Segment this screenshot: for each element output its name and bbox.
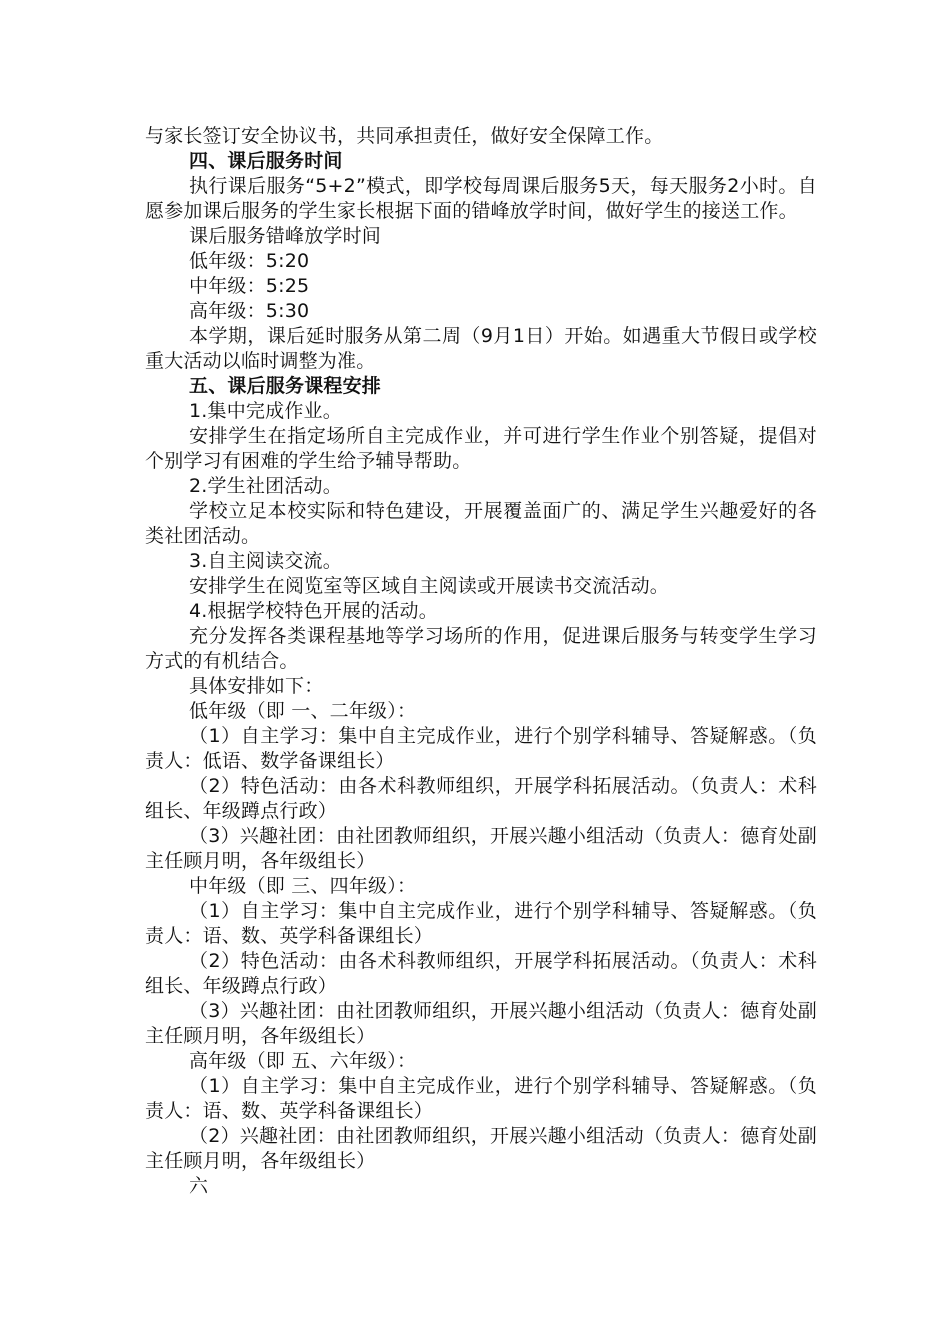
body-paragraph: 中年级：5:25 [189, 275, 310, 297]
body-paragraph: 4.根据学校特色开展的活动。 [189, 600, 438, 622]
body-paragraph: 低年级：5:20 [189, 250, 310, 272]
body-paragraph: 课后服务错峰放学时间 [189, 225, 382, 247]
body-paragraph: 高年级：5:30 [189, 300, 310, 322]
body-paragraph: （2）兴趣社团：由社团教师组织，开展兴趣小组活动（负责人：德育处副主任顾月明，各年级组长） [145, 1125, 817, 1172]
document-page [145, 124, 817, 1199]
body-paragraph: 1.集中完成作业。 [189, 400, 342, 422]
section-heading: 五、课后服务课程安排 [189, 375, 382, 397]
body-paragraph: （1）自主学习：集中自主完成作业，进行个别学科辅导、答疑解惑。（负责人：语、数、英学科备课组长） [145, 1075, 817, 1122]
body-paragraph: 与家长签订安全协议书，共同承担责任，做好安全保障工作。 [145, 125, 664, 147]
body-paragraph: （2）特色活动：由各术科教师组织，开展学科拓展活动。（负责人：术科组长、年级蹲点行政） [145, 775, 817, 822]
body-paragraph: 学校立足本校实际和特色建设，开展覆盖面广的、满足学生兴趣爱好的各类社团活动。 [145, 500, 817, 547]
body-paragraph: （3）兴趣社团：由社团教师组织，开展兴趣小组活动（负责人：德育处副主任顾月明，各年级组长） [145, 1000, 817, 1047]
body-paragraph: 执行课后服务“5+2”模式，即学校每周课后服务5天，每天服务2小时。自愿参加课后服务的学生家长根据下面的错峰放学时间，做好学生的接送工作。 [145, 175, 817, 222]
body-paragraph: 中年级（即 三、四年级）： [189, 875, 417, 897]
body-paragraph: 本学期，课后延时服务从第二周（9月1日）开始。如遇重大节假日或学校重大活动以临时调整为准。 [145, 325, 817, 372]
section-heading: 四、课后服务时间 [189, 150, 343, 172]
body-paragraph: 安排学生在指定场所自主完成作业，并可进行学生作业个别答疑，提倡对个别学习有困难的学生给予辅导帮助。 [145, 425, 817, 472]
body-paragraph: 高年级（即 五、六年级）： [189, 1050, 417, 1072]
body-paragraph: （1）自主学习：集中自主完成作业，进行个别学科辅导、答疑解惑。（负责人：语、数、英学科备课组长） [145, 900, 817, 947]
body-paragraph: （3）兴趣社团：由社团教师组织，开展兴趣小组活动（负责人：德育处副主任顾月明，各年级组长） [145, 825, 817, 872]
body-paragraph: 充分发挥各类课程基地等学习场所的作用，促进课后服务与转变学生学习方式的有机结合。 [145, 625, 817, 672]
body-paragraph: 具体安排如下： [189, 675, 324, 697]
body-paragraph: 2.学生社团活动。 [189, 475, 342, 497]
body-paragraph: 3.自主阅读交流。 [189, 550, 342, 572]
body-paragraph: 低年级（即 一、二年级）： [189, 700, 417, 722]
body-paragraph: （1）自主学习：集中自主完成作业，进行个别学科辅导、答疑解惑。（负责人：低语、数学备课组长） [145, 725, 817, 772]
body-paragraph: （2）特色活动：由各术科教师组织，开展学科拓展活动。（负责人：术科组长、年级蹲点行政） [145, 950, 817, 997]
body-paragraph: 六 [189, 1175, 209, 1197]
body-paragraph: 安排学生在阅览室等区域自主阅读或开展读书交流活动。 [189, 575, 670, 597]
